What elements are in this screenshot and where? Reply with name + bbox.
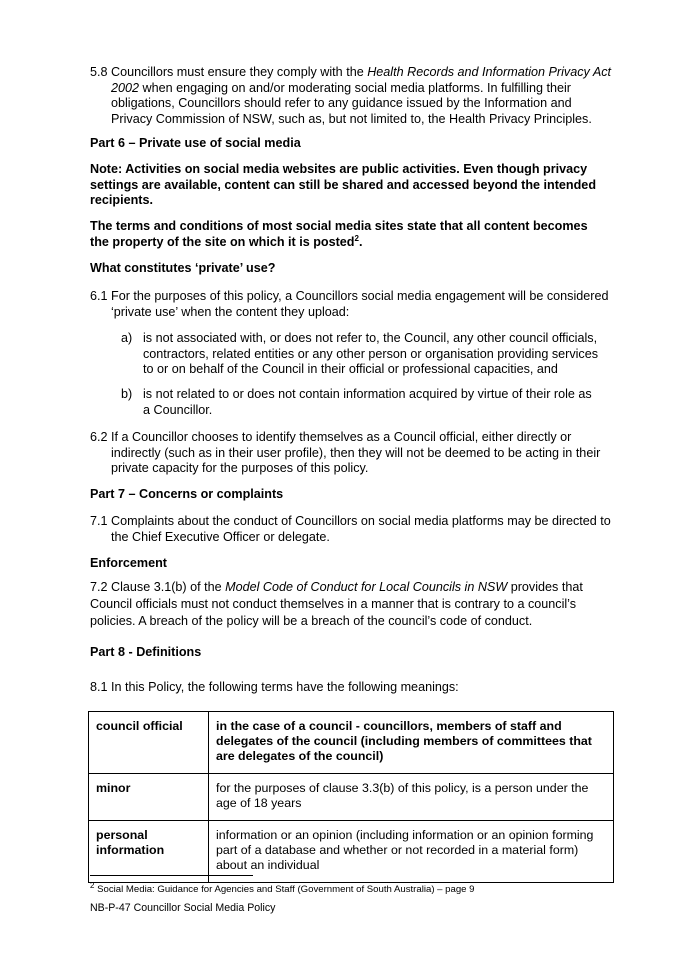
clause-5-8: 5.8 Councillors must ensure they comply with the Health Records and Information Privacy Act 2002 when engaging on and/or moderating social media platforms. In fulfilling their obligations, Councillors should refer to any guidance issued by the Information and Privacy Commission of NSW, such as, but not limited to, the Health Privacy Principles. — [90, 65, 612, 126]
clause-7-2: 7.2 Clause 3.1(b) of the Model Code of Conduct for Local Councils in NSW provides that Council officials must not conduct themselves in a manner that is contrary to a council’s policies. A breach of the policy will be a breach of the council’s code of conduct. — [90, 580, 583, 628]
table-row — [89, 712, 614, 774]
definition-term: council official — [89, 712, 209, 774]
code-title: Model Code of Conduct for Local Councils in NSW — [225, 580, 508, 594]
clause-6-1: 6.1 For the purposes of this policy, a Councillors social media engagement will be considered ‘private use’ when the content they upload: — [90, 289, 609, 319]
part-8-heading: Part 8 - Definitions — [90, 645, 202, 659]
clause-number: 5.8 — [90, 65, 108, 79]
footnote-divider — [90, 875, 253, 876]
definition-text: in the case of a council - councillors, members of staff and delegates of the council (including members of committees that are delegates of the council) — [209, 712, 614, 774]
definition-text: for the purposes of clause 3.3(b) of this policy, is a person under the age of 18 years — [209, 774, 614, 821]
part-7-heading: Part 7 – Concerns or complaints — [90, 487, 284, 501]
privacy-note: Note: Activities on social media websites are public activities. Even though privacy settings are available, content can still be shared and accessed beyond the intended recipients. — [90, 162, 597, 207]
clause-7-1: 7.1 Complaints about the conduct of Councillors on social media platforms may be directed to the Chief Executive Officer or delegate. — [90, 514, 611, 544]
footnote-ref: 2 — [354, 233, 359, 243]
clause-6-1-b: b) is not related to or does not contain information acquired by virtue of their role as a Councillor. — [121, 387, 592, 417]
clause-6-2: 6.2 If a Councillor chooses to identify themselves as a Council official, either directly or indirectly (such as in their user profile), then they will not be deemed to be acting in their private capacity for the purposes of this policy. — [90, 430, 601, 475]
definition-term: minor — [89, 774, 209, 821]
part-6-heading: Part 6 – Private use of social media — [90, 136, 301, 150]
table-row — [89, 774, 614, 821]
clause-6-1-a: a) is not associated with, or does not refer to, the Council, any other council officials, contractors, related entities or any other person or organisation providing services to or on behalf of the Council in their official or professional capacities, and — [121, 331, 599, 376]
definition-term: personal information — [89, 821, 209, 883]
definition-text: information or an opinion (including information or an opinion forming part of a database and whether or not recorded in a material form) about an individual — [209, 821, 614, 883]
footnote-number: 2 — [90, 880, 95, 890]
page-footer: NB-P-47 Councillor Social Media Policy — [90, 902, 276, 914]
enforcement-heading: Enforcement — [90, 556, 167, 570]
act-title: Health Records and Information Privacy Act 2002 — [111, 65, 612, 95]
definitions-table — [88, 711, 614, 883]
clause-8-1: 8.1 In this Policy, the following terms have the following meanings: — [90, 680, 459, 694]
table-row — [89, 821, 614, 883]
private-use-subheading: What constitutes ‘private’ use? — [90, 261, 276, 275]
terms-statement: The terms and conditions of most social media sites state that all content becomes the property of the site on which it is posted$^2$. — [90, 219, 588, 249]
footnote: $^2$ Social Media: Guidance for Agencies and Staff (Government of South Australia) – page 9 — [90, 880, 475, 895]
